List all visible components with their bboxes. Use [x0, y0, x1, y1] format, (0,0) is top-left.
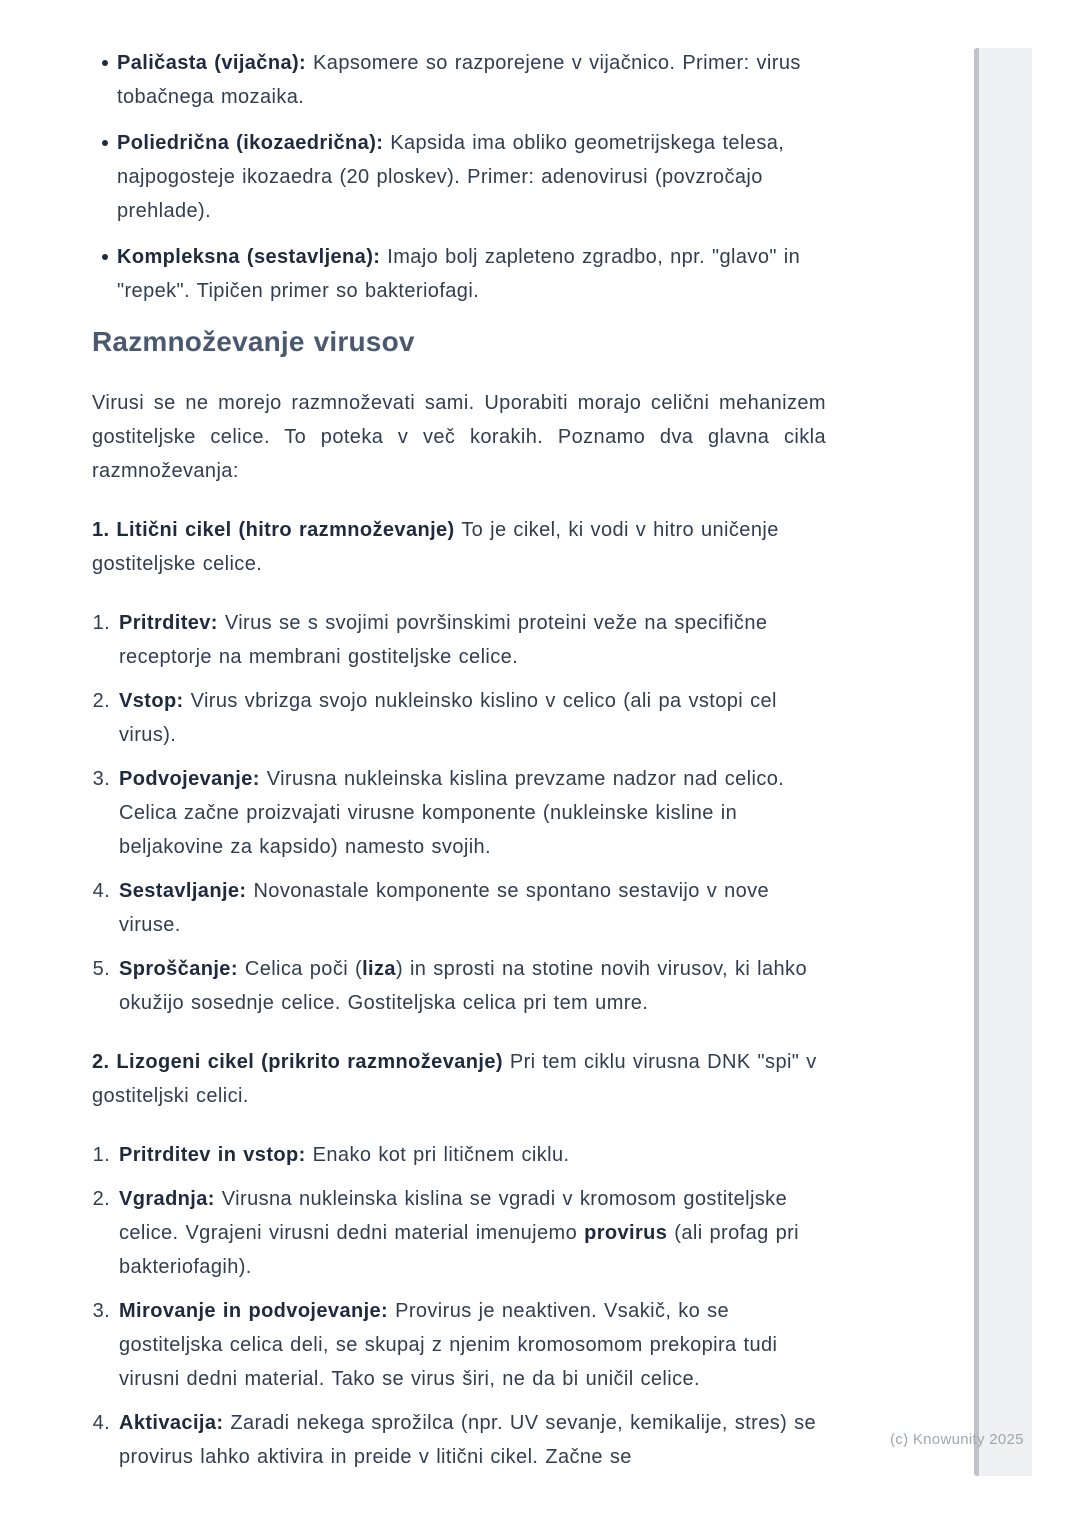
- step-text: Enako kot pri litičnem ciklu.: [305, 1144, 570, 1166]
- step-text: Novonastale komponente se spontano sestavijo v nove viruse.: [119, 880, 770, 936]
- list-item: [117, 684, 826, 752]
- bullet-icon: [102, 60, 108, 66]
- list-item-label: Kompleksna (sestavljena):: [117, 246, 381, 268]
- lytic-cycle-intro: [92, 513, 826, 581]
- list-item: [117, 606, 826, 674]
- step-text: Provirus je neaktiven. Vsakič, ko se gostiteljska celica deli, se skupaj z njenim kromosomom prekopira tudi virusni dedni material. Tako se virus širi, ne da bi uničil celice.: [119, 1300, 778, 1390]
- document-content: [92, 46, 826, 1499]
- cycle-text: Pri tem ciklu virusna DNK "spi" v gostiteljski celici.: [92, 1051, 817, 1107]
- list-item: [92, 46, 826, 114]
- step-label: Mirovanje in podvojevanje:: [119, 1300, 389, 1322]
- bullet-icon: [102, 140, 108, 146]
- next-page-edge[interactable]: [974, 48, 1032, 1476]
- cycle-title: 2. Lizogeni cikel (prikrito razmnoževanje): [92, 1051, 503, 1073]
- list-item: [117, 874, 826, 942]
- list-item-text: Kapsomere so razporejene v vijačnico. Primer: virus tobačnega mozaika.: [117, 52, 801, 108]
- step-label: Pritrditev in vstop:: [119, 1144, 306, 1166]
- cycle-title: 1. Litični cikel (hitro razmnoževanje): [92, 519, 455, 541]
- list-item: [117, 952, 826, 1020]
- list-item-label: Paličasta (vijačna):: [117, 52, 307, 74]
- step-text: Virusna nukleinska kislina se vgradi v kromosom gostiteljske celice. Vgrajeni virusni dedni material imenujemo: [119, 1188, 788, 1244]
- lytic-cycle-list: [92, 606, 826, 1020]
- step-text: (ali profag pri bakteriofagih).: [119, 1222, 800, 1278]
- watermark: (c) Knowunity 2025: [890, 1431, 1024, 1448]
- list-item: [117, 762, 826, 864]
- list-item: [117, 1138, 826, 1172]
- step-label: Aktivacija:: [119, 1412, 224, 1434]
- step-text: Virus vbrizga svojo nukleinsko kislino v celico (ali pa vstopi cel virus).: [119, 690, 777, 746]
- step-text: Zaradi nekega sprožilca (npr. UV sevanje, kemikalije, stres) se provirus lahko aktivira in preide v litični cikel. Začne se: [119, 1412, 817, 1468]
- lysogenic-cycle-intro: [92, 1045, 826, 1113]
- intro-paragraph: Virusi se ne morejo razmnoževati sami. Uporabiti morajo celični mehanizem gostiteljske celice. To poteka v več korakih. Poznamo dva glavna cikla razmnoževanja:: [92, 392, 826, 482]
- step-text: Virusna nukleinska kislina prevzame nadzor nad celico. Celica začne proizvajati virusne komponente (nukleinske kisline in beljakovine za kapsido) namesto svojih.: [119, 768, 785, 858]
- step-label: Vstop:: [119, 690, 184, 712]
- step-label: Podvojevanje:: [119, 768, 260, 790]
- step-label: Sproščanje:: [119, 958, 238, 980]
- list-item: [117, 1182, 826, 1284]
- step-bold-term: liza: [362, 958, 396, 980]
- virus-shapes-list: [92, 46, 826, 308]
- step-bold-term: provirus: [584, 1222, 668, 1244]
- list-item: [92, 240, 826, 308]
- step-label: Sestavljanje:: [119, 880, 247, 902]
- section-heading: Razmnoževanje virusov: [92, 326, 415, 357]
- lysogenic-cycle-list: [92, 1138, 826, 1474]
- list-item: [117, 1406, 826, 1474]
- step-text: Celica poči (: [237, 958, 363, 980]
- list-item: [92, 126, 826, 228]
- list-item-text: Kapsida ima obliko geometrijskega telesa, najpogosteje ikozaedra (20 ploskev). Primer: adenovirusi (povzročajo prehlade).: [117, 132, 785, 222]
- cycle-text: To je cikel, ki vodi v hitro uničenje gostiteljske celice.: [92, 519, 779, 575]
- step-text: Virus se s svojimi površinskimi proteini veže na specifične receptorje na membrani gostiteljske celice.: [119, 612, 768, 668]
- step-label: Vgradnja:: [119, 1188, 215, 1210]
- list-item-label: Poliedrična (ikozaedrična):: [117, 132, 384, 154]
- bullet-icon: [102, 254, 108, 260]
- list-item: [117, 1294, 826, 1396]
- list-item-text: Imajo bolj zapleteno zgradbo, npr. "glavo" in "repek". Tipičen primer so bakteriofagi.: [117, 246, 801, 302]
- step-label: Pritrditev:: [119, 612, 218, 634]
- step-text: ) in sprosti na stotine novih virusov, ki lahko okužijo sosednje celice. Gostiteljska celica pri tem umre.: [119, 958, 807, 1014]
